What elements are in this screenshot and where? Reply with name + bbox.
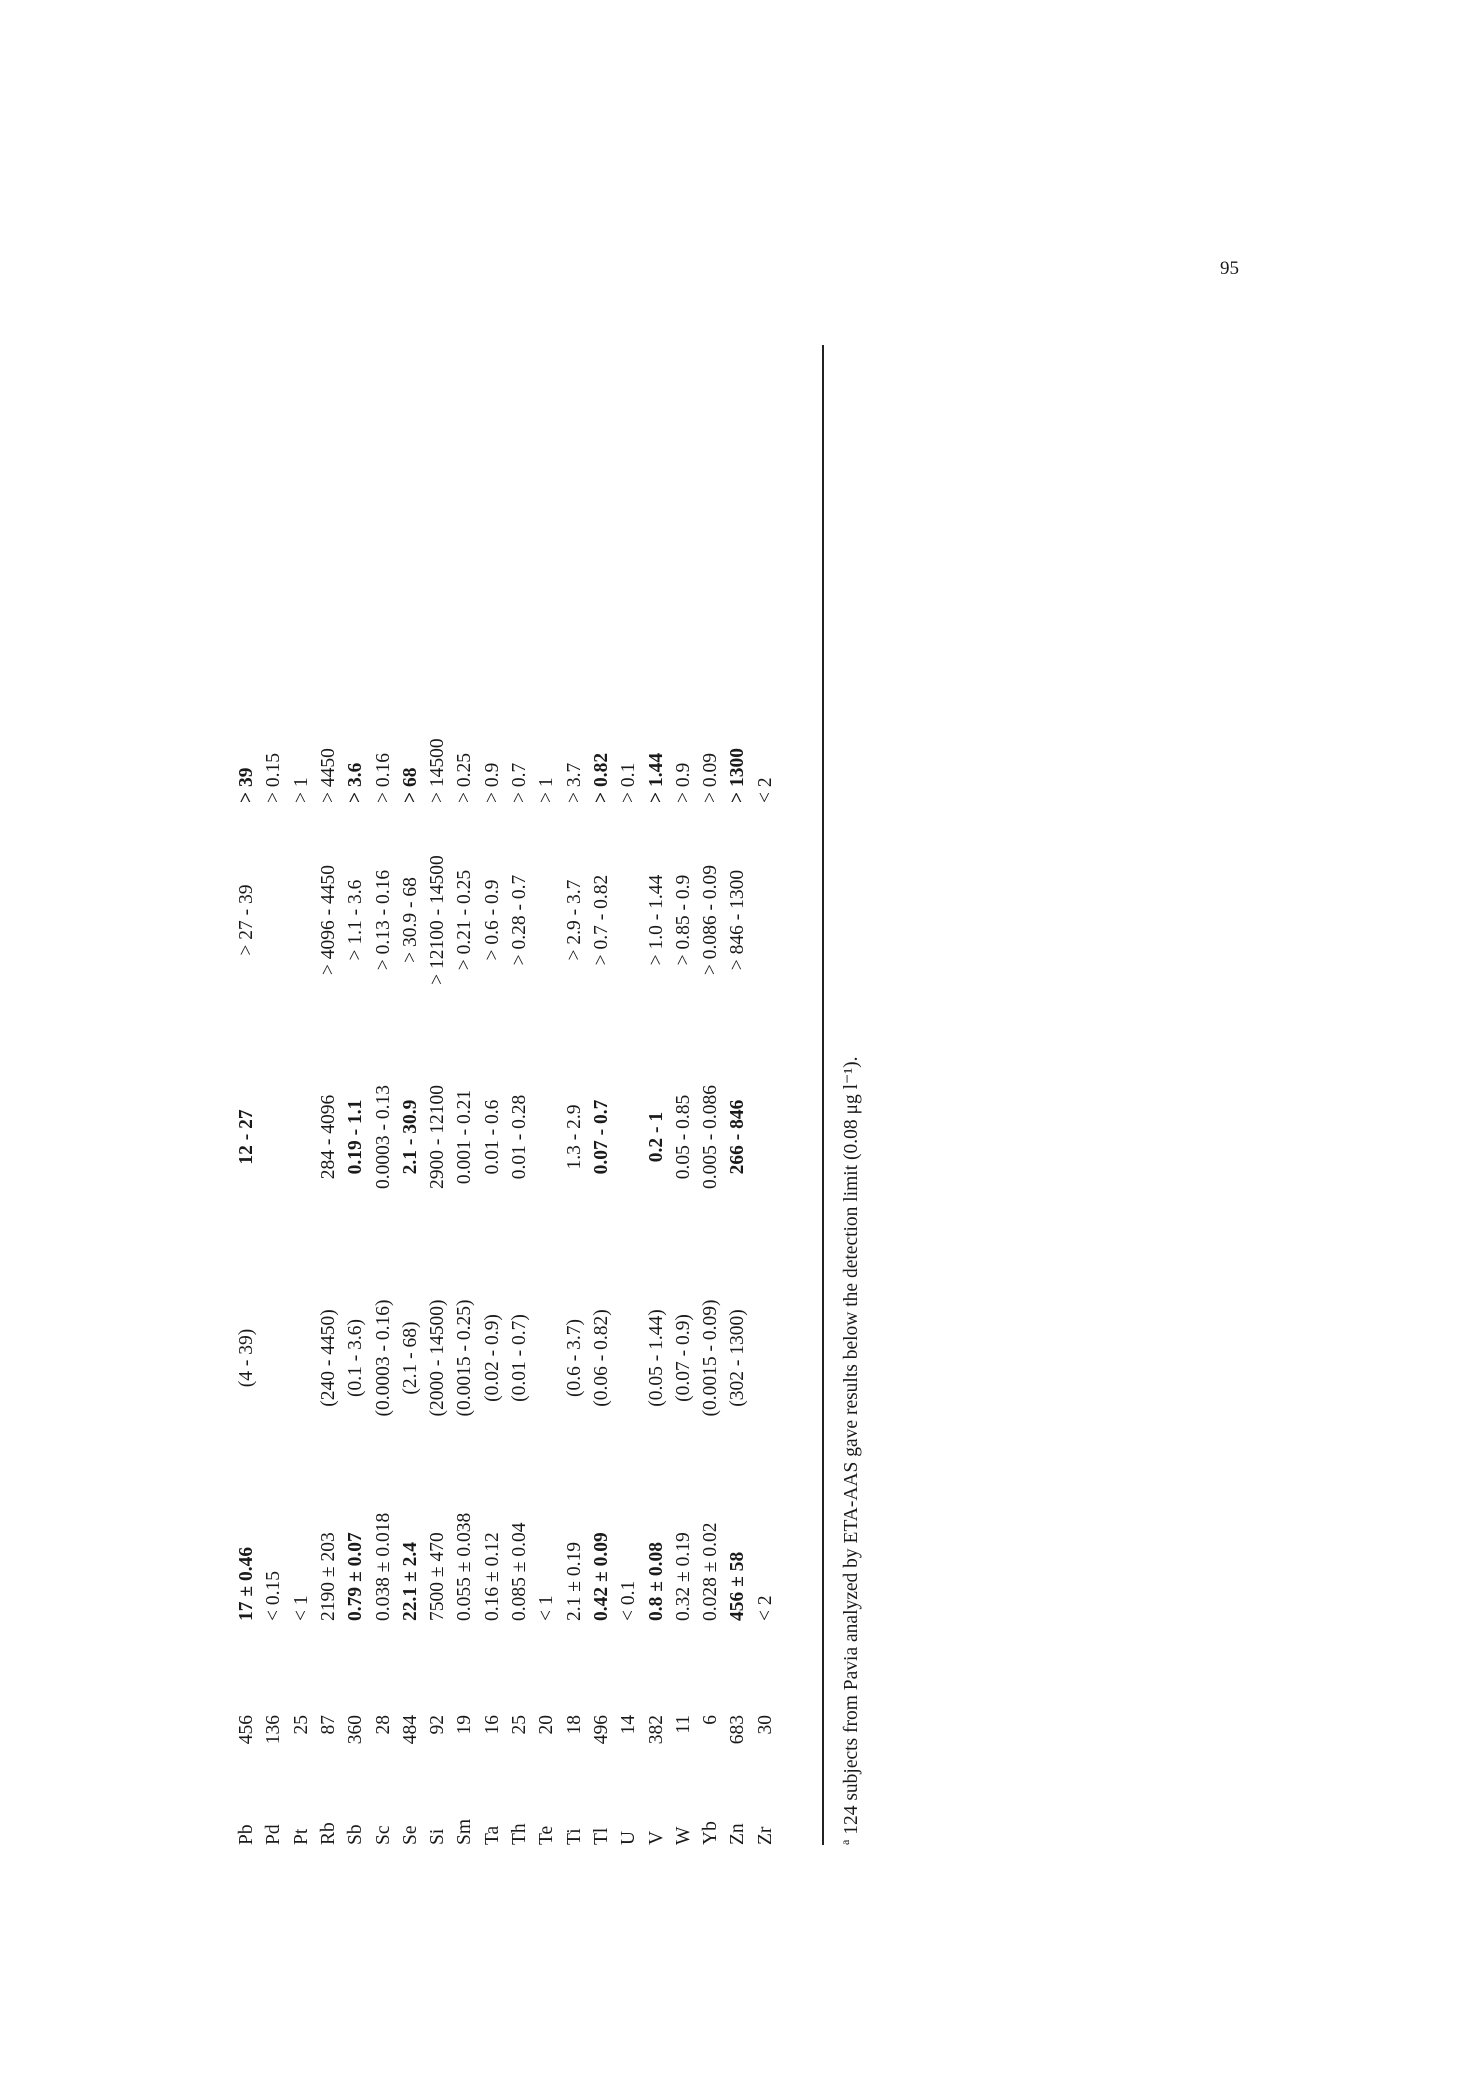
row-element: Si <box>427 1828 449 1845</box>
row-count: 14 <box>618 1715 640 1735</box>
row-range: (0.05 - 1.44) <box>645 1309 667 1407</box>
row-count: 6 <box>700 1715 722 1725</box>
row-mean: 7500 ± 470 <box>427 1532 449 1621</box>
table-row <box>669 345 699 1845</box>
row-band-low: 0.01 - 0.6 <box>481 1099 503 1175</box>
row-band-mid: > 0.21 - 0.25 <box>454 869 476 971</box>
row-band-high: > 0.9 <box>481 762 503 803</box>
row-range: (0.06 - 0.82) <box>590 1309 612 1407</box>
row-band-low: 0.01 - 0.28 <box>509 1094 530 1180</box>
row-band-mid: > 0.6 - 0.9 <box>481 879 503 961</box>
row-element: Pt <box>290 1828 312 1845</box>
row-count: 92 <box>427 1715 449 1735</box>
row-band-mid: > 0.28 - 0.7 <box>509 874 530 966</box>
table-row <box>287 345 317 1845</box>
row-element: Pb <box>236 1824 257 1845</box>
row-element: Sm <box>454 1818 476 1845</box>
row-mean: < 0.1 <box>618 1580 640 1621</box>
row-band-low: 0.0003 - 0.13 <box>372 1085 394 1189</box>
row-range: (2.1 - 68) <box>399 1321 421 1395</box>
row-band-high: > 0.15 <box>263 753 285 803</box>
row-mean: 0.038 ± 0.018 <box>372 1512 394 1621</box>
row-range: (0.01 - 0.7) <box>509 1314 530 1402</box>
row-range: (0.0003 - 0.16) <box>372 1299 394 1417</box>
row-range: (0.0015 - 0.09) <box>700 1299 722 1417</box>
row-mean: 17 ± 0.46 <box>236 1546 257 1621</box>
row-element: Te <box>536 1825 558 1845</box>
row-range: (240 - 4450) <box>317 1309 339 1407</box>
table-row <box>532 345 562 1845</box>
row-band-mid: > 1.0 - 1.44 <box>645 874 667 966</box>
row-band-low: 0.001 - 0.21 <box>454 1089 476 1185</box>
row-element: Ta <box>481 1825 503 1845</box>
row-band-high: > 0.1 <box>618 762 640 803</box>
row-mean: 0.8 ± 0.08 <box>645 1542 667 1621</box>
table-row <box>478 345 508 1845</box>
row-mean: 0.028 ± 0.02 <box>700 1522 722 1621</box>
row-band-high: > 1.44 <box>645 752 667 803</box>
row-count: 87 <box>317 1715 339 1735</box>
row-band-mid: > 12100 - 14500 <box>427 855 449 985</box>
row-element: W <box>672 1826 694 1845</box>
row-band-low: 2.1 - 30.9 <box>399 1099 421 1175</box>
page-number: 95 <box>1220 258 1239 279</box>
row-band-low: 0.07 - 0.7 <box>590 1099 612 1175</box>
table-row <box>696 345 726 1845</box>
row-count: 484 <box>399 1715 421 1745</box>
row-mean: 22.1 ± 2.4 <box>399 1542 421 1621</box>
row-count: 25 <box>290 1715 312 1735</box>
row-element: Zn <box>727 1823 749 1845</box>
row-mean: 0.055 ± 0.038 <box>454 1512 476 1621</box>
row-band-low: 0.2 - 1 <box>645 1111 667 1163</box>
row-band-high: > 39 <box>236 767 257 803</box>
row-band-low: 12 - 27 <box>236 1109 257 1165</box>
row-range: (0.07 - 0.9) <box>672 1314 694 1402</box>
row-band-low: 0.19 - 1.1 <box>345 1099 367 1175</box>
row-band-mid: > 2.9 - 3.7 <box>563 879 585 961</box>
row-count: 16 <box>481 1715 503 1735</box>
row-band-high: > 3.7 <box>563 762 585 803</box>
row-band-mid: > 0.85 - 0.9 <box>672 874 694 966</box>
row-count: 360 <box>345 1715 367 1745</box>
table-row <box>259 345 289 1845</box>
row-band-high: < 2 <box>754 777 776 803</box>
table-row <box>341 345 371 1845</box>
row-band-mid: > 1.1 - 3.6 <box>345 879 367 961</box>
row-range: (0.1 - 3.6) <box>345 1319 367 1397</box>
row-mean: 0.42 ± 0.09 <box>590 1532 612 1621</box>
table-row <box>642 345 672 1845</box>
table-row <box>369 345 399 1845</box>
table-row <box>314 345 344 1845</box>
rotated-table-block <box>232 345 872 1845</box>
table-row <box>505 345 535 1845</box>
row-band-mid: > 0.13 - 0.16 <box>372 869 394 971</box>
row-band-mid: > 30.9 - 68 <box>399 877 421 963</box>
row-range: (302 - 1300) <box>727 1309 749 1407</box>
row-band-mid: > 27 - 39 <box>236 884 257 956</box>
row-element: Zr <box>754 1826 776 1845</box>
row-element: Th <box>509 1823 530 1845</box>
row-count: 496 <box>590 1715 612 1745</box>
row-range: (4 - 39) <box>236 1328 257 1388</box>
table-row <box>450 345 480 1845</box>
row-count: 136 <box>263 1715 285 1745</box>
row-count: 25 <box>509 1715 530 1735</box>
row-band-low: 2900 - 12100 <box>427 1085 449 1189</box>
row-band-low: 0.05 - 0.85 <box>672 1094 694 1180</box>
row-band-mid: > 846 - 1300 <box>727 869 749 971</box>
row-mean: 2.1 ± 0.19 <box>563 1542 585 1621</box>
table-row <box>751 345 781 1845</box>
row-band-high: > 3.6 <box>345 762 367 803</box>
table-row <box>232 345 262 1845</box>
footnote-rule <box>822 345 824 1845</box>
row-mean: 0.085 ± 0.04 <box>509 1522 530 1621</box>
row-element: Se <box>399 1825 421 1845</box>
row-count: 456 <box>236 1715 257 1745</box>
row-count: 11 <box>672 1715 694 1734</box>
row-element: Sb <box>345 1824 367 1845</box>
row-mean: 0.79 ± 0.07 <box>345 1532 367 1621</box>
row-band-mid: > 4096 - 4450 <box>317 864 339 976</box>
footnote <box>830 345 867 1845</box>
row-band-low: 266 - 846 <box>727 1099 749 1175</box>
row-mean: < 1 <box>290 1595 312 1621</box>
row-mean: < 1 <box>536 1595 558 1621</box>
row-range: (0.02 - 0.9) <box>481 1314 503 1402</box>
row-mean: < 2 <box>754 1595 776 1621</box>
row-mean: < 0.15 <box>263 1571 285 1621</box>
row-band-high: > 0.09 <box>700 753 722 803</box>
row-element: U <box>618 1830 640 1845</box>
row-band-mid: > 0.086 - 0.09 <box>700 864 722 976</box>
row-mean: 456 ± 58 <box>727 1551 749 1621</box>
row-band-high: > 0.25 <box>454 753 476 803</box>
row-element: Pd <box>263 1824 285 1845</box>
table-row <box>423 345 453 1845</box>
row-band-high: > 68 <box>399 767 421 803</box>
footnote-text: 124 subjects from Pavia analyzed by ETA-AAS gave results below the detection limit (0.08 μg l⁻¹). <box>841 1056 862 1840</box>
row-element: Yb <box>700 1821 722 1845</box>
table-row <box>560 345 590 1845</box>
table-row <box>723 345 753 1845</box>
row-band-low: 0.005 - 0.086 <box>700 1085 722 1189</box>
table-row <box>614 345 644 1845</box>
row-band-high: > 1 <box>290 777 312 803</box>
row-element: Rb <box>317 1822 339 1845</box>
row-count: 19 <box>454 1715 476 1735</box>
row-band-low: 1.3 - 2.9 <box>563 1104 585 1170</box>
row-count: 28 <box>372 1715 394 1735</box>
row-band-high: > 0.16 <box>372 753 394 803</box>
row-count: 18 <box>563 1715 585 1735</box>
row-band-low: 284 - 4096 <box>317 1094 339 1180</box>
row-range: (0.0015 - 0.25) <box>454 1299 476 1417</box>
row-range: (2000 - 14500) <box>427 1299 449 1417</box>
row-element: Tl <box>590 1827 612 1845</box>
row-count: 30 <box>754 1715 776 1735</box>
table-row <box>587 345 617 1845</box>
row-element: V <box>645 1830 667 1845</box>
row-mean: 0.32 ± 0.19 <box>672 1532 694 1621</box>
row-band-high: > 0.9 <box>672 762 694 803</box>
table-row <box>396 345 426 1845</box>
row-element: Sc <box>372 1825 394 1845</box>
row-count: 382 <box>645 1715 667 1745</box>
row-range: (0.6 - 3.7) <box>563 1319 585 1397</box>
row-band-mid: > 0.7 - 0.82 <box>590 874 612 966</box>
row-band-high: > 0.7 <box>509 762 530 803</box>
row-element: Ti <box>563 1828 585 1845</box>
row-band-high: > 1 <box>536 777 558 803</box>
row-mean: 0.16 ± 0.12 <box>481 1532 503 1621</box>
row-band-high: > 14500 <box>427 738 449 803</box>
row-band-high: > 4450 <box>317 748 339 803</box>
row-mean: 2190 ± 203 <box>317 1532 339 1621</box>
row-band-high: > 1300 <box>727 748 749 803</box>
row-band-high: > 0.82 <box>590 752 612 803</box>
row-count: 683 <box>727 1715 749 1745</box>
row-count: 20 <box>536 1715 558 1735</box>
footnote-marker: a <box>838 1839 852 1845</box>
